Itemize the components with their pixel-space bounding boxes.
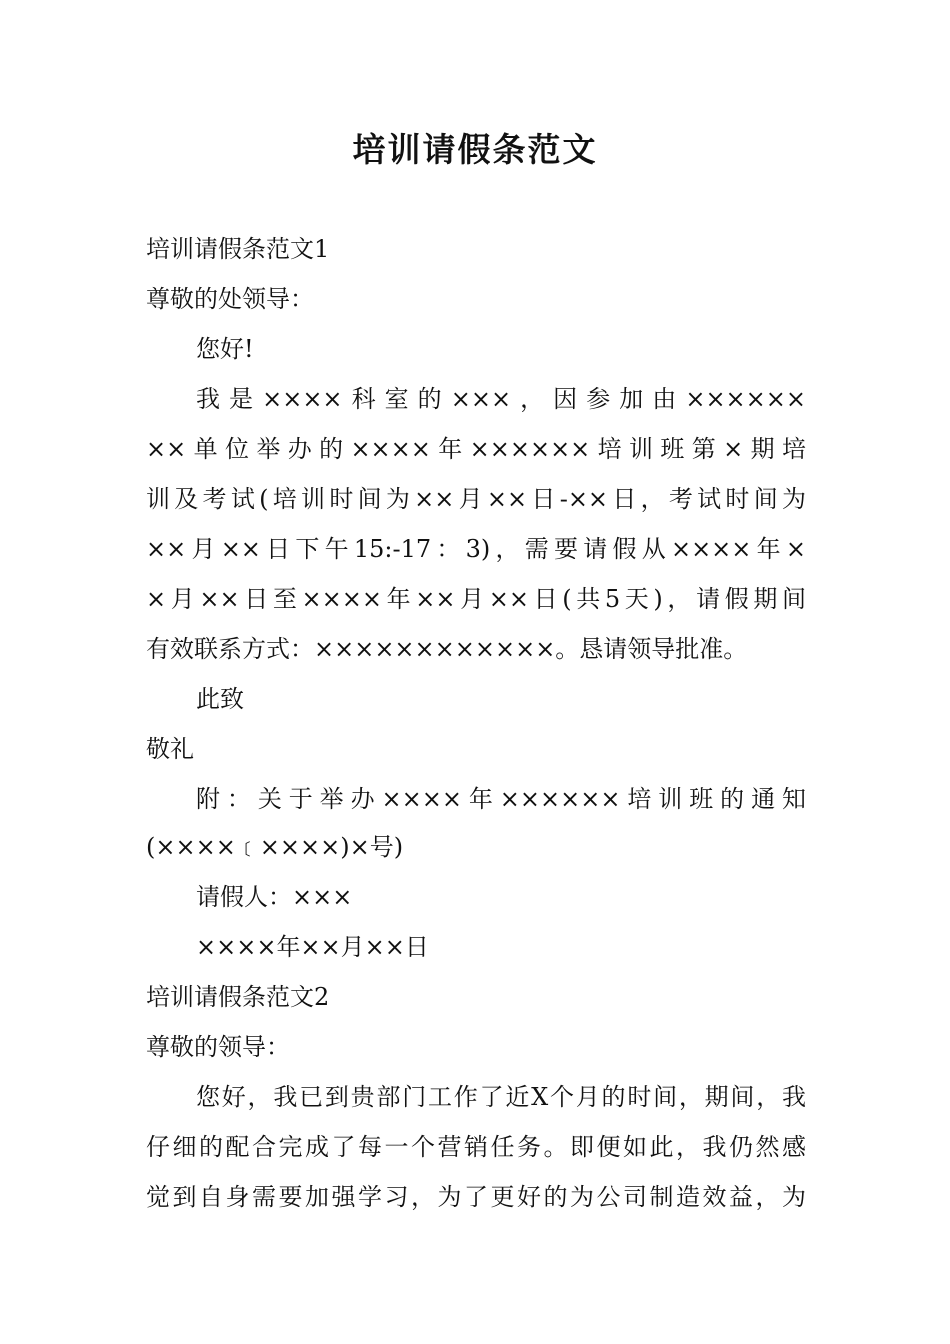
attachment-line: 附：关于举办××××年××××××培训班的通知 (196, 785, 806, 813)
body-line: 您好，我已到贵部门工作了近X个月的时间，期间，我 (196, 1083, 806, 1111)
date-line: ××××年××月××日 (196, 933, 429, 961)
body-line: 仔细的配合完成了每一个营销任务。即便如此，我仍然感 (146, 1133, 806, 1161)
body-line: 有效联系方式：××××××××××××。恳请领导批准。 (146, 635, 748, 663)
greeting-line: 您好! (196, 335, 254, 363)
body-line: 训及考试(培训时间为××月××日-××日，考试时间为 (146, 485, 806, 513)
document-title: 培训请假条范文 (352, 130, 598, 169)
salutation-line: 尊敬的领导： (146, 1033, 290, 1061)
attachment-line: (××××﹝××××)×号) (146, 833, 404, 861)
body-line: ××单位举办的××××年××××××培训班第×期培 (146, 435, 806, 463)
closing-line: 此致 (196, 685, 244, 713)
body-line: ×月××日至××××年××月××日(共5天)，请假期间 (146, 585, 806, 613)
signer-line: 请假人：××× (196, 883, 353, 911)
body-line: ××月××日下午15:-17：3)，需要请假从××××年× (146, 535, 806, 563)
section-heading-2: 培训请假条范文2 (146, 983, 330, 1011)
salutation-line: 尊敬的处领导： (146, 285, 314, 313)
body-line: 觉到自身需要加强学习，为了更好的为公司制造效益，为 (146, 1183, 806, 1211)
section-heading-1: 培训请假条范文1 (146, 235, 330, 263)
body-line: 我是××××科室的×××，因参加由×××××× (196, 385, 806, 413)
closing-regards: 敬礼 (146, 735, 194, 763)
